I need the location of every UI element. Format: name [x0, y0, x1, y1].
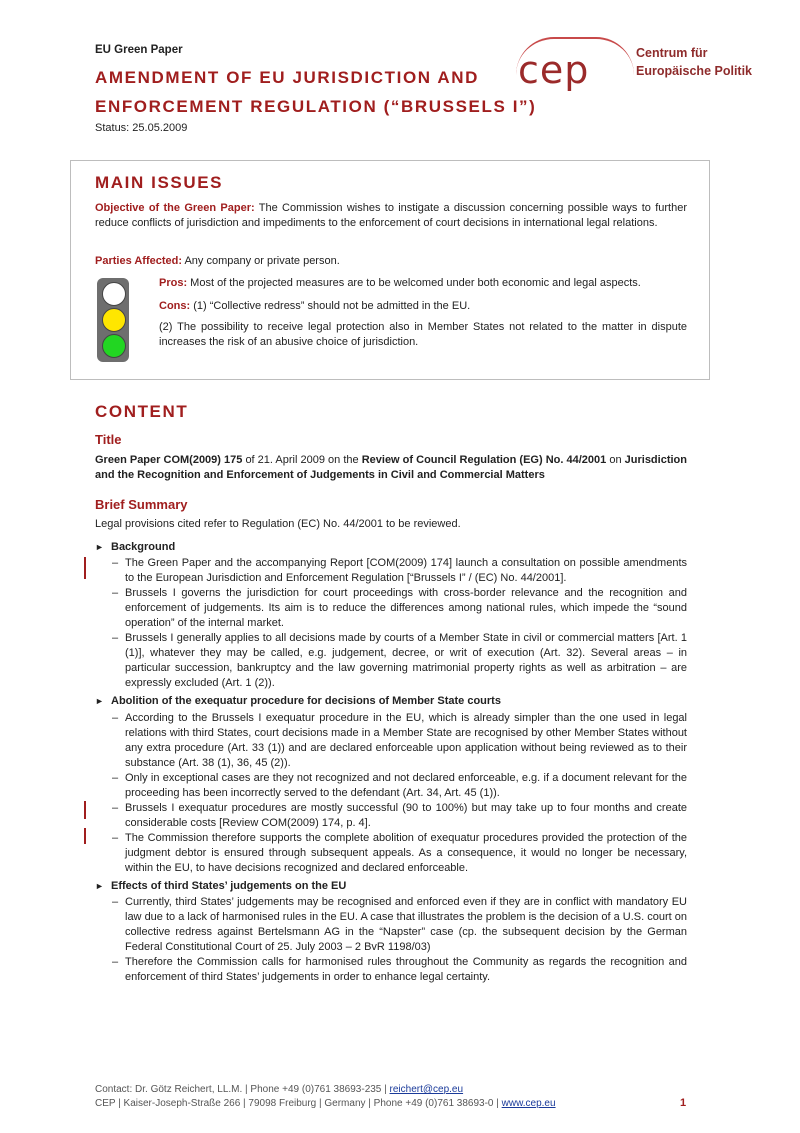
list-item: – Brussels I exequatur procedures are mostly successful (90 to 100%) but may take up to four months and create considerable costs [Review COM(2009) 174, p. 4].: [112, 801, 687, 831]
title-text-1: of 21. April 2009 on the: [242, 454, 362, 466]
title-doc-ref: Green Paper COM(2009) 175: [95, 454, 243, 466]
cons-text-1: (1) “Collective redress” should not be admitted in the EU.: [190, 300, 471, 312]
title-line-1: AMENDMENT OF EU JURISDICTION AND: [95, 68, 479, 87]
status-date: Status: 25.05.2009: [95, 122, 188, 134]
parties-paragraph: [95, 254, 687, 269]
footer-email-link[interactable]: reichert@cep.eu: [389, 1084, 464, 1095]
change-bar: [84, 828, 86, 844]
logo-wordmark: cep: [518, 48, 590, 92]
parties-text: Any company or private person.: [182, 255, 340, 267]
logo-organisation-name: [636, 44, 752, 80]
pros-text: Most of the projected measures are to be welcomed under both economic and legal aspects.: [187, 277, 641, 289]
title-line-2: ENFORCEMENT REGULATION (“BRUSSELS I”): [95, 97, 537, 116]
footer-address-line: [95, 1098, 556, 1109]
cep-logo: [518, 34, 768, 104]
change-bar: [84, 557, 86, 579]
section-head-third-states: [95, 880, 346, 892]
title-subject: Jurisdiction and the Recognition and Enforcement of Judgements in Civil and Commercial Matters: [95, 454, 687, 481]
main-issues-heading: MAIN ISSUES: [95, 173, 224, 192]
title-regulation-ref: Review of Council Regulation (EG) No. 44/2001: [361, 454, 607, 466]
content-heading: CONTENT: [95, 402, 189, 421]
cons-paragraph-2: (2) The possibility to receive legal protection also in Member States not related to the matter in dispute increases the risk of an abusive choice of jurisdiction.: [159, 321, 687, 348]
list-item: – Brussels I generally applies to all decisions made by courts of a Member State in civil or commercial matters [Art. 1 (1)], whatever they may be called, e.g. judgement, decree, or writ of execution (Art. 32). Several areas – in particular succession, bankruptcy and the law governing matrimonial property rights as well as arbitration – are expressly excluded (Art. 1 (2)).: [112, 631, 687, 691]
title-text-2: on: [606, 454, 625, 466]
list-item: – The Commission therefore supports the complete abolition of exequatur procedures provided the protection of the judgment debtor is ensured through subsequent appeals. As a consequence, it would no longer be necessary, within the EU, to have decisions recognized and declared enforceable.: [112, 831, 687, 876]
change-bar: [84, 801, 86, 819]
footer-address-text: CEP | Kaiser-Joseph-Straße 266 | 79098 Freiburg | Germany | Phone +49 (0)761 38693-0 |: [95, 1098, 502, 1109]
logo-name-line-1: Centrum für: [636, 46, 708, 60]
section-list-third-states: [112, 895, 687, 985]
section-title: Effects of third States’ judgements on the EU: [111, 880, 347, 892]
objective-paragraph: [95, 201, 687, 231]
summary-intro: Legal provisions cited refer to Regulation (EC) No. 44/2001 to be reviewed.: [95, 518, 461, 530]
section-head-exequatur: [95, 695, 501, 707]
list-item: – Brussels I governs the jurisdiction for court proceedings with cross-border relevance and the recognition and enforcement of judgements. Its aim is to reduce the differences among national rules, which impede the “sound operation” of the internal market.: [112, 586, 687, 631]
bullet-arrow-icon: ►: [95, 542, 104, 552]
parties-label: Parties Affected:: [95, 255, 183, 267]
objective-text: The Commission wishes to instigate a discussion concerning possible ways to further reduce conflicts of jurisdiction and impediments to the enforcement of court decisions in international legal relations.: [95, 202, 688, 229]
title-subheading: Title: [95, 432, 122, 447]
footer-contact-text: Contact: Dr. Götz Reichert, LL.M. | Phone +49 (0)761 38693-235 |: [95, 1084, 390, 1095]
brief-summary-heading: Brief Summary: [95, 497, 188, 512]
section-list-exequatur: [112, 711, 687, 876]
title-paragraph: [95, 453, 687, 483]
section-head-background: [95, 541, 175, 553]
list-item: – Only in exceptional cases are they not recognized and not declared enforceable, e.g. if a document relevant for the proceeding has been incorrectly served to the defendant (Art. 34, Art. 45 (1)).: [112, 771, 687, 801]
list-item: – The Green Paper and the accompanying Report [COM(2009) 174] launch a consultation on possible amendments to the European Jurisdiction and Enforcement Regulation [“Brussels I” / (EC) No. 44/2001].: [112, 556, 687, 586]
bullet-arrow-icon: ►: [95, 881, 104, 891]
traffic-light-lamp-green: [102, 334, 126, 358]
traffic-light-lamp-white: [102, 282, 126, 306]
cons-label: Cons:: [159, 300, 191, 312]
bullet-arrow-icon: ►: [95, 696, 104, 706]
traffic-light-icon: [97, 278, 129, 362]
list-item: – According to the Brussels I exequatur procedure in the EU, which is already simpler than the one used in legal relations with third States, court decisions made in a Member State are recognised by other Member States without any extra procedure (Art. 33 (1)) and are declared enforceable upon application without being reviewed as to their substance (Art. 38 (1), 36, 45 (2)).: [112, 711, 687, 771]
list-item: – Therefore the Commission calls for harmonised rules throughout the Community as regards the recognition and enforcement of third States’ judgements in order to enhance legal certainty.: [112, 955, 687, 985]
list-item: – Currently, third States’ judgements may be recognised and enforced even if they are in conflict with mandatory EU law due to a lack of harmonised rules in the EU. A case that illustrates the problem is the decision of a U.S. court on collective redress against Bertelsmann AG in the “Napster” case (cp. the subsequent decision by the German Federal Constitutional Court of 25. July 2003 – 2 BvR 1198/03): [112, 895, 687, 955]
section-list-background: [112, 556, 687, 691]
pros-label: Pros:: [159, 277, 188, 289]
page-number: 1: [680, 1097, 687, 1109]
cons-paragraph-1: [159, 299, 687, 314]
pros-paragraph: [159, 276, 687, 291]
footer-contact-line: [95, 1084, 463, 1095]
section-title: Abolition of the exequatur procedure for decisions of Member State courts: [111, 695, 501, 707]
traffic-light-lamp-yellow: [102, 308, 126, 332]
document-type: EU Green Paper: [95, 44, 183, 56]
logo-name-line-2: Europäische Politik: [636, 64, 753, 78]
objective-label: Objective of the Green Paper:: [95, 202, 255, 214]
footer-website-link[interactable]: www.cep.eu: [501, 1098, 556, 1109]
section-title: Background: [111, 541, 176, 553]
